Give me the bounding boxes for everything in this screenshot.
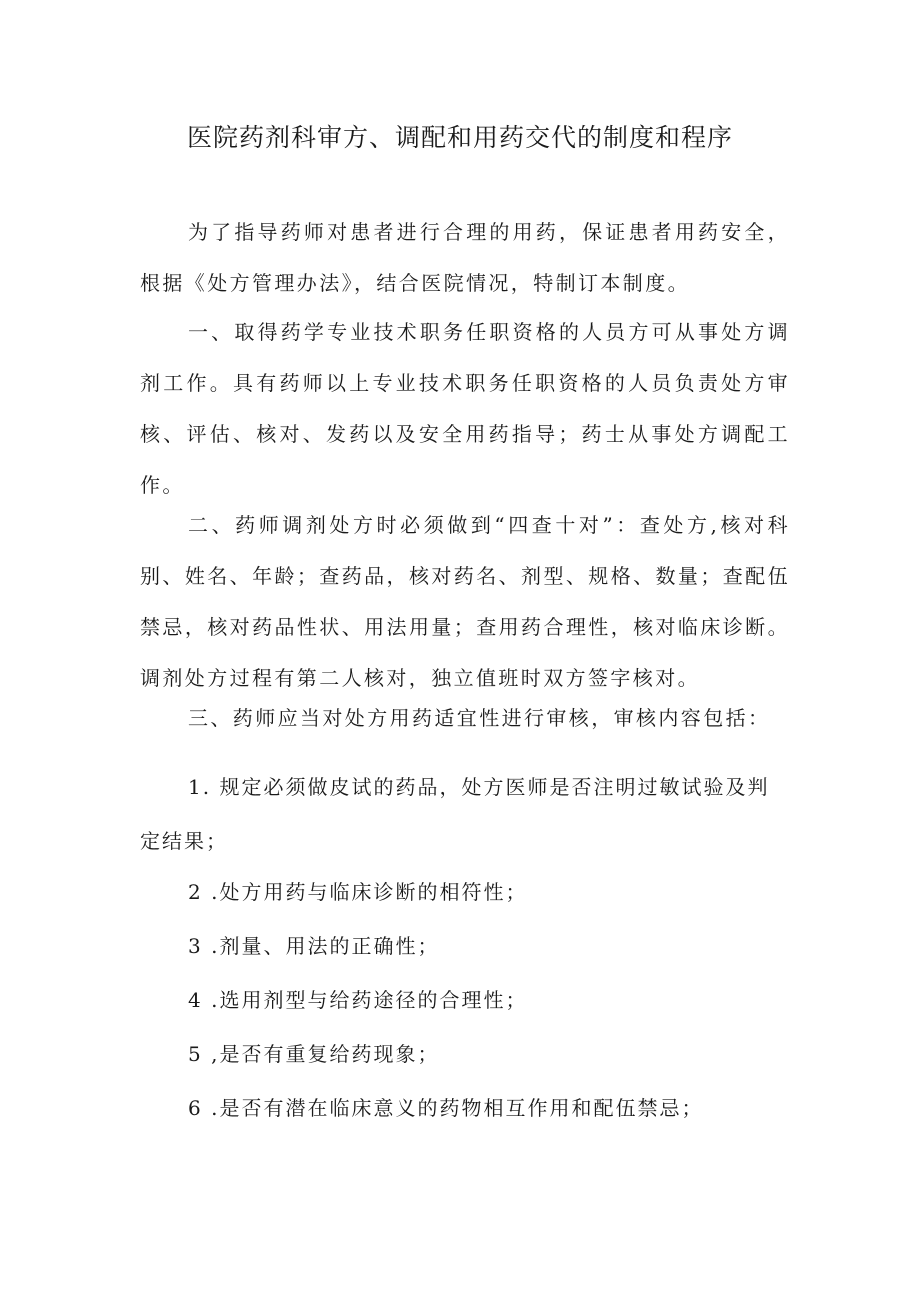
review-item-1: 1. 规定必须做皮试的药品，处方医师是否注明过敏试验及判定结果；: [140, 775, 770, 853]
section-three-paragraph: 三、药师应当对处方用药适宜性进行审核，审核内容包括：: [188, 706, 771, 730]
intro-paragraph: 为了指导药师对患者进行合理的用药，保证患者用药安全，根据《处方管理办法》，结合医院情况，特制订本制度。: [140, 220, 790, 295]
document-title: 医院药剂科审方、调配和用药交代的制度和程序: [186, 123, 733, 152]
review-item-3: 3 .剂量、用法的正确性；: [188, 934, 440, 958]
review-item-2: 2 .处方用药与临床诊断的相符性；: [188, 880, 528, 904]
review-item-5: 5 ,是否有重复给药现象；: [188, 1042, 440, 1066]
review-item-6: 6 .是否有潜在临床意义的药物相互作用和配伍禁忌；: [188, 1096, 704, 1120]
review-item-4: 4 .选用剂型与给药途径的合理性；: [188, 988, 528, 1012]
section-two-paragraph: 二、药师调剂处方时必须做到“四查十对”：查处方,核对科别、姓名、年龄；查药品，核对药名、剂型、规格、数量；查配伍禁忌，核对药品性状、用法用量；查用药合理性，核对临床诊断。调剂处方过程有第二人核对，独立值班时双方签字核对。: [140, 513, 790, 690]
section-one-paragraph: 一、取得药学专业技术职务任职资格的人员方可从事处方调剂工作。具有药师以上专业技术职务任职资格的人员负责处方审核、评估、核对、发药以及安全用药指导；药士从事处方调配工作。: [140, 320, 790, 497]
